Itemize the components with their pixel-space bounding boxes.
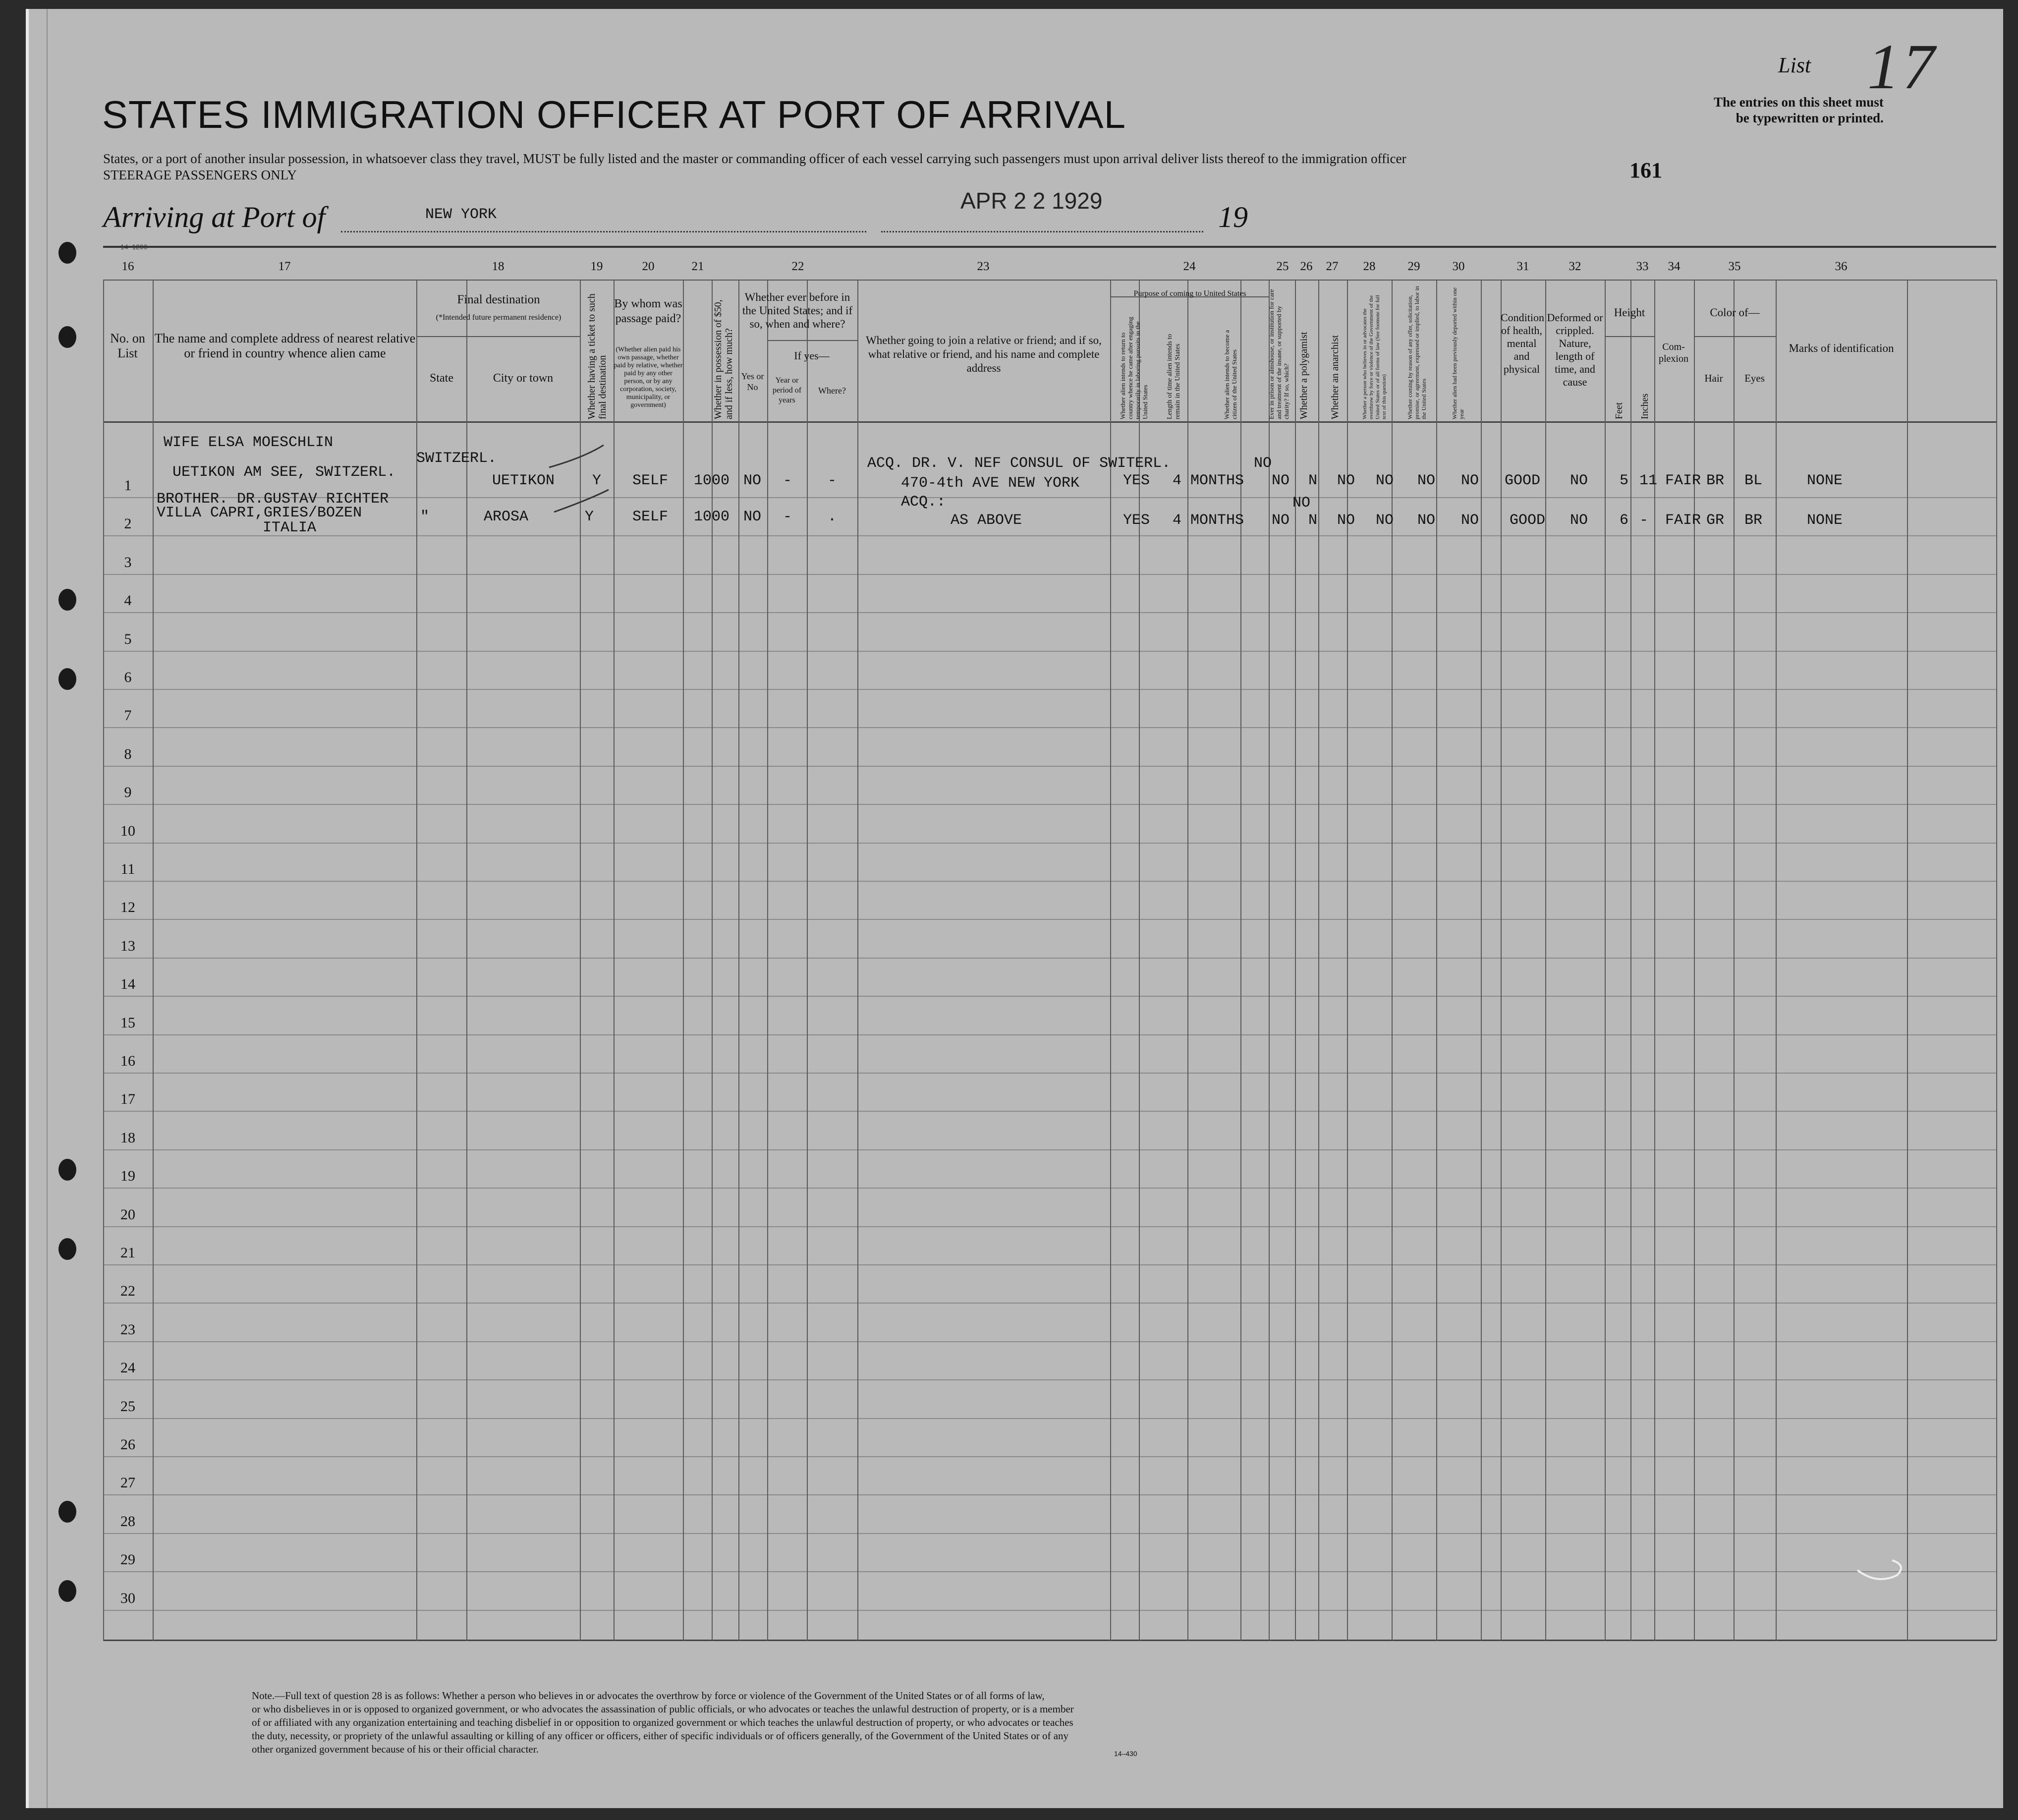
entry1-overthrow: NO xyxy=(1376,472,1394,489)
entry2-eyes: BR xyxy=(1744,512,1763,529)
col-35-hair: Hair xyxy=(1704,372,1723,384)
row-number: 3 xyxy=(124,554,132,570)
row-number: 28 xyxy=(120,1513,135,1530)
entry2-marks: NONE xyxy=(1807,512,1843,529)
row-number: 19 xyxy=(120,1168,135,1184)
arriving-label: Arriving at Port of xyxy=(103,201,326,233)
col-18-state: State xyxy=(430,372,453,385)
entry2-polygamist: N xyxy=(1308,512,1318,529)
entry1-health: GOOD xyxy=(1505,472,1541,489)
col-34-header: Com- plexion xyxy=(1659,341,1688,364)
row-number: 2 xyxy=(124,515,132,532)
column-number: 25 xyxy=(1276,260,1289,273)
row-number: 26 xyxy=(120,1436,135,1453)
entry2-relative-line1: BROTHER. DR.GUSTAV RICHTER xyxy=(157,491,389,508)
row-number: 15 xyxy=(120,1015,135,1031)
col-28-header: Whether a person who believes in or advocates the overthrow by force or violence of the Government of the United States or of all forms of law (See footnote for full text of this question) xyxy=(1362,295,1387,419)
column-number: 26 xyxy=(1300,260,1313,273)
subtitle: States, or a port of another insular possession, in whatsoever class they travel, MUST be fully listed and the master or commanding officer of each vessel carrying such passengers must upon arrival deliver lists thereof to the immigration officer STEERAGE PASSENGERS ONLY xyxy=(103,151,1406,182)
row-number: 7 xyxy=(124,707,132,724)
col-22-header: Whether ever before in the United States; and if so, when and where? xyxy=(742,291,853,330)
column-number: 22 xyxy=(791,260,804,273)
entry1-deformed: NO xyxy=(1570,472,1588,489)
column-number: 19 xyxy=(590,260,603,273)
entry2-citizen: NO xyxy=(1292,495,1311,512)
entry2-join-line2: AS ABOVE xyxy=(951,512,1022,529)
row-number: 30 xyxy=(120,1590,135,1606)
sheet-number: 161 xyxy=(1629,158,1662,182)
column-number: 36 xyxy=(1835,260,1848,273)
row-number: 22 xyxy=(120,1283,135,1299)
column-number: 21 xyxy=(691,260,704,273)
row-number: 27 xyxy=(120,1475,135,1491)
col-31-header: Condition of health, mental and physical xyxy=(1501,311,1545,375)
col-29-header: Whether coming by reason of any offer, solicitation, promise, or agreement, expressed or implied, to labor in the United States xyxy=(1406,286,1427,419)
col-24c-header: Whether alien intends to become a citizen of the United States xyxy=(1223,330,1238,419)
page-title: STATES IMMIGRATION OFFICER AT PORT OF ARRIVAL xyxy=(102,93,1126,136)
row-number: 11 xyxy=(120,861,135,877)
column-number: 24 xyxy=(1183,260,1196,273)
column-number: 34 xyxy=(1668,260,1681,273)
entry2-paid-by: SELF xyxy=(632,509,669,525)
col-26-header: Whether a polygamist xyxy=(1298,332,1309,419)
entry1-before-us: NO xyxy=(743,472,762,489)
row-number: 1 xyxy=(124,477,132,494)
entry1-ticket: Y xyxy=(592,472,602,489)
column-number: 27 xyxy=(1326,260,1339,273)
column-number: 20 xyxy=(642,260,655,273)
col-32-header: Deformed or crippled. Nature, length of time, and cause xyxy=(1547,311,1603,388)
row-number: 8 xyxy=(124,746,132,762)
entry1-complexion: FAIR xyxy=(1665,472,1701,489)
entry1-citizen: NO xyxy=(1254,455,1272,472)
date-stamp: APR 2 2 1929 xyxy=(960,188,1103,214)
row-number: 9 xyxy=(124,784,132,800)
entry2-return: YES xyxy=(1123,512,1150,529)
col-24b-header: Length of time alien intends to remain in the United States xyxy=(1166,334,1181,419)
col-24a-header: Whether alien intends to return to country whence he came after engaging temporarily in laboring pursuits in the United States xyxy=(1119,317,1149,419)
entry2-state: " xyxy=(420,509,430,525)
col-23-header: Whether going to join a relative or friend; and if so, what relative or friend, and his name and complete address xyxy=(866,334,1102,374)
entry2-ticket: Y xyxy=(585,509,594,525)
list-label: List xyxy=(1778,53,1811,77)
row-number: 24 xyxy=(120,1360,135,1376)
col-25-header: Ever in prison or almshouse, or institution for care and treatment of the insane, or supported by charity? If so, which? xyxy=(1268,289,1290,419)
entry1-feet: 5 xyxy=(1620,472,1629,489)
typed-note: The entries on this sheet must be typewritten or printed. xyxy=(1714,95,1884,125)
entry2-money: 1000 xyxy=(694,509,730,525)
col-19-header: Whether having a ticket to such final destination xyxy=(586,293,608,419)
entry1-marks: NONE xyxy=(1807,472,1843,489)
row-number: 6 xyxy=(124,669,132,685)
row-number: 25 xyxy=(120,1398,135,1415)
entry2-labor: NO xyxy=(1417,512,1436,529)
entry1-year: - xyxy=(783,472,792,489)
entry2-relative-line2: VILLA CAPRI,GRIES/BOZEN xyxy=(157,505,362,521)
entry1-labor: NO xyxy=(1417,472,1436,489)
entry2-where: . xyxy=(828,509,837,525)
col-21-header: Whether in possession of $50, and if less, how much? xyxy=(713,299,734,419)
col-27-header: Whether an anarchist xyxy=(1330,335,1341,419)
column-number: 18 xyxy=(492,260,504,273)
entry1-inches: 11 xyxy=(1639,472,1658,489)
port-field: NEW YORK xyxy=(425,206,497,223)
entry1-relative-line1: WIFE ELSA MOESCHLIN xyxy=(164,434,334,451)
column-number: 32 xyxy=(1569,260,1581,273)
entry1-polygamist: N xyxy=(1308,472,1318,489)
col-18-header: Final destination xyxy=(457,293,540,306)
col-22-year: Year or period of years xyxy=(772,376,802,404)
col-20-header: By whom was passage paid? xyxy=(614,297,682,325)
row-number: 12 xyxy=(120,899,135,915)
entry1-join-line1: ACQ. DR. V. NEF CONSUL OF SWITERL. xyxy=(867,455,1171,472)
col-30-header: Whether alien had been previously deported within one year xyxy=(1451,287,1465,419)
col-33-header: Height xyxy=(1614,306,1645,319)
entry2-deformed: NO xyxy=(1570,512,1588,529)
row-number: 16 xyxy=(120,1053,135,1069)
row-number: 4 xyxy=(124,592,132,609)
row-number: 5 xyxy=(124,631,132,647)
column-number: 31 xyxy=(1516,260,1529,273)
entry2-prison: NO xyxy=(1272,512,1290,529)
entry2-deported: NO xyxy=(1461,512,1479,529)
entry2-city: AROSA xyxy=(484,509,529,525)
entry1-deported: NO xyxy=(1461,472,1479,489)
col-24-header: Purpose of coming to United States xyxy=(1133,289,1246,298)
column-number: 35 xyxy=(1728,260,1741,273)
col-33-feet: Feet xyxy=(1614,402,1625,419)
column-number: 23 xyxy=(977,260,990,273)
entry1-return: YES xyxy=(1123,472,1150,489)
column-number: 33 xyxy=(1636,260,1649,273)
footnote-form-no: 14–430 xyxy=(1114,1750,1137,1758)
column-number: 16 xyxy=(121,260,134,273)
column-number: 30 xyxy=(1452,260,1465,273)
entry1-prison: NO xyxy=(1272,472,1290,489)
list-number: 17 xyxy=(1867,31,1938,103)
row-number: 18 xyxy=(120,1130,135,1146)
entry2-relative-line3: ITALIA xyxy=(263,519,317,536)
entry2-join-line1: ACQ.: xyxy=(901,494,946,511)
entry2-inches: - xyxy=(1639,512,1649,529)
col-18-city: City or town xyxy=(493,372,554,385)
entry1-length: 4 MONTHS xyxy=(1173,472,1244,489)
column-number: 17 xyxy=(278,260,291,273)
entry2-hair: GR xyxy=(1706,512,1725,529)
pen-marks xyxy=(29,9,2006,1808)
col-22-where: Where? xyxy=(818,386,846,396)
row-number: 14 xyxy=(120,976,135,992)
entry1-city: UETIKON xyxy=(492,472,555,489)
row-number: 17 xyxy=(120,1091,135,1107)
col-35-eyes: Eyes xyxy=(1744,372,1765,384)
row-number: 29 xyxy=(120,1551,135,1568)
entry1-hair: BR xyxy=(1706,472,1725,489)
year-prefix: 19 xyxy=(1218,201,1248,233)
footnote: Note.—Full text of question 28 is as follows: Whether a person who believes in or advocates the overthrow by force or violence of the Government of the United States or of all forms of law, or who disbelieves in or is opposed to organized government, or who advocates the assassination of public officials, or who advocates or teaches the unlawful destruction of property, or is a member of or affiliated with any organization entertaining and teaching disbelief in or opposition to organized government or which teaches the unlawful destruction of property, or who advocates or teaches the duty, necessity, or propriety of the unlawful assaulting or killing of any officer or officers, either of specific individuals or of officers generally, of the Government of the United States or of any other organized government because of his or their official character. xyxy=(252,1690,1074,1755)
row-number: 21 xyxy=(120,1245,135,1261)
entry1-eyes: BL xyxy=(1744,472,1763,489)
row-number: 13 xyxy=(120,938,135,954)
col-35-header: Color of— xyxy=(1710,306,1760,319)
column-number: 29 xyxy=(1407,260,1420,273)
row-number: 10 xyxy=(120,823,135,839)
entry2-year: - xyxy=(783,509,792,525)
entry1-where: - xyxy=(828,472,837,489)
entry2-feet: 6 xyxy=(1620,512,1629,529)
entry2-anarchist: NO xyxy=(1337,512,1355,529)
manifest-sheet xyxy=(26,9,2003,1808)
col-16-header: No. on List xyxy=(110,331,145,360)
row-number: 20 xyxy=(120,1206,135,1223)
entry1-paid-by: SELF xyxy=(632,472,669,489)
entry1-relative-line2: UETIKON AM SEE, SWITZERL. xyxy=(172,464,396,481)
entry1-money: 1000 xyxy=(694,472,730,489)
col-20-sub: (Whether alien paid his own passage, whether paid by relative, whether paid by any other person, or by any corporation, society, municipality, or government) xyxy=(614,346,683,409)
col-22-ifyes: If yes— xyxy=(794,349,830,362)
row-number: 23 xyxy=(120,1321,135,1338)
entry1-join-line2: 470-4th AVE NEW YORK xyxy=(901,475,1080,492)
col-33-inches: Inches xyxy=(1639,393,1650,419)
entry2-overthrow: NO xyxy=(1376,512,1394,529)
entry2-before-us: NO xyxy=(743,509,762,525)
entry1-anarchist: NO xyxy=(1337,472,1355,489)
entry1-state: SWITZERL. xyxy=(416,450,497,467)
entry2-length: 4 MONTHS xyxy=(1173,512,1244,529)
col-18-sub: (*Intended future permanent residence) xyxy=(436,313,561,322)
entry2-complexion: FAIR xyxy=(1665,512,1701,529)
col-22-yesno: Yes or No xyxy=(741,371,764,392)
entry2-health: GOOD xyxy=(1510,512,1546,529)
col-17-header: The name and complete address of nearest relative or friend in country whence alien came xyxy=(154,331,416,360)
col-36-header: Marks of identification xyxy=(1789,342,1894,354)
column-number: 28 xyxy=(1363,260,1376,273)
